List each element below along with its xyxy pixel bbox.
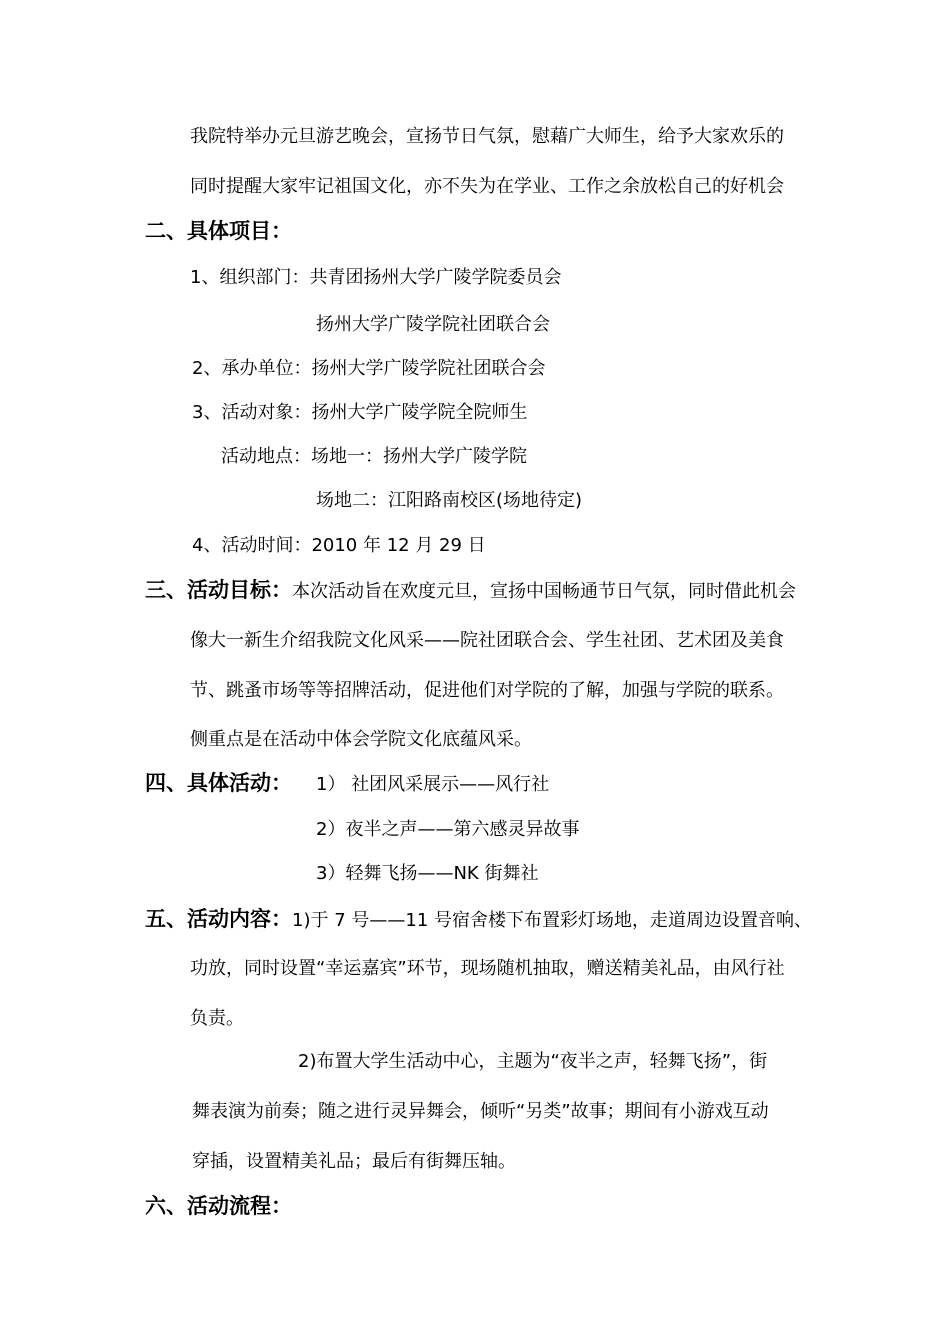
section-5-line-5: 舞表演为前奏；随之进行灵异舞会，倾听“另类”故事；期间有小游戏互动: [192, 1101, 769, 1122]
section-2-item-1-cont: 扬州大学广陵学院社团联合会: [316, 314, 550, 335]
section-3-heading: 三、活动目标：: [145, 578, 292, 602]
section-4-heading: 四、具体活动：: [145, 771, 292, 795]
section-2-location-2: 场地二：江阳路南校区(场地待定): [316, 490, 583, 511]
section-5-line-2: 功放，同时设置“幸运嘉宾”环节，现场随机抽取，赠送精美礼品，由风行社: [190, 958, 785, 979]
section-3-line-4: 侧重点是在活动中体会学院文化底蕴风采。: [190, 729, 532, 750]
section-4-item-2: 2）夜半之声——第六感灵异故事: [316, 819, 580, 840]
section-2-heading: 二、具体项目：: [145, 219, 292, 243]
section-2-item-4: 4、活动时间：2010 年 12 月 29 日: [192, 535, 486, 556]
section-3-line-1: 本次活动旨在欢度元旦，宣扬中国畅通节日气氛，同时借此机会: [292, 581, 796, 602]
section-4-item-3: 3）轻舞飞扬——NK 街舞社: [316, 863, 539, 884]
section-5-line-4: 2)布置大学生活动中心，主题为“夜半之声，轻舞飞扬”，街: [298, 1051, 768, 1072]
section-6-heading: 六、活动流程：: [145, 1194, 292, 1218]
section-2-item-2: 2、承办单位：扬州大学广陵学院社团联合会: [192, 358, 546, 379]
section-4-item-1: 1） 社团风采展示——风行社: [316, 774, 550, 795]
intro-line-1: 我院特举办元旦游艺晚会，宣扬节日气氛，慰藉广大师生，给予大家欢乐的: [190, 126, 784, 147]
section-2-location: 活动地点：场地一：扬州大学广陵学院: [221, 446, 527, 467]
section-2-item-3: 3、活动对象：扬州大学广陵学院全院师生: [192, 402, 528, 423]
section-5-line-6: 穿插，设置精美礼品；最后有街舞压轴。: [192, 1151, 516, 1172]
section-5-line-1: 1)于 7 号——11 号宿舍楼下布置彩灯场地，走道周边设置音响、: [292, 910, 812, 931]
section-5-heading: 五、活动内容：: [145, 907, 292, 931]
section-5-line-3: 负责。: [190, 1008, 244, 1029]
intro-line-2: 同时提醒大家牢记祖国文化，亦不失为在学业、工作之余放松自己的好机会: [190, 176, 784, 197]
section-5-paragraph: [145, 907, 812, 933]
section-3-line-2: 像大一新生介绍我院文化风采——院社团联合会、学生社团、艺术团及美食: [190, 630, 784, 651]
section-3-paragraph: [145, 578, 796, 604]
section-3-line-3: 节、跳蚤市场等等招牌活动，促进他们对学院的了解，加强与学院的联系。: [190, 680, 784, 701]
section-2-item-1: 1、组织部门：共青团扬州大学广陵学院委员会: [190, 267, 562, 288]
